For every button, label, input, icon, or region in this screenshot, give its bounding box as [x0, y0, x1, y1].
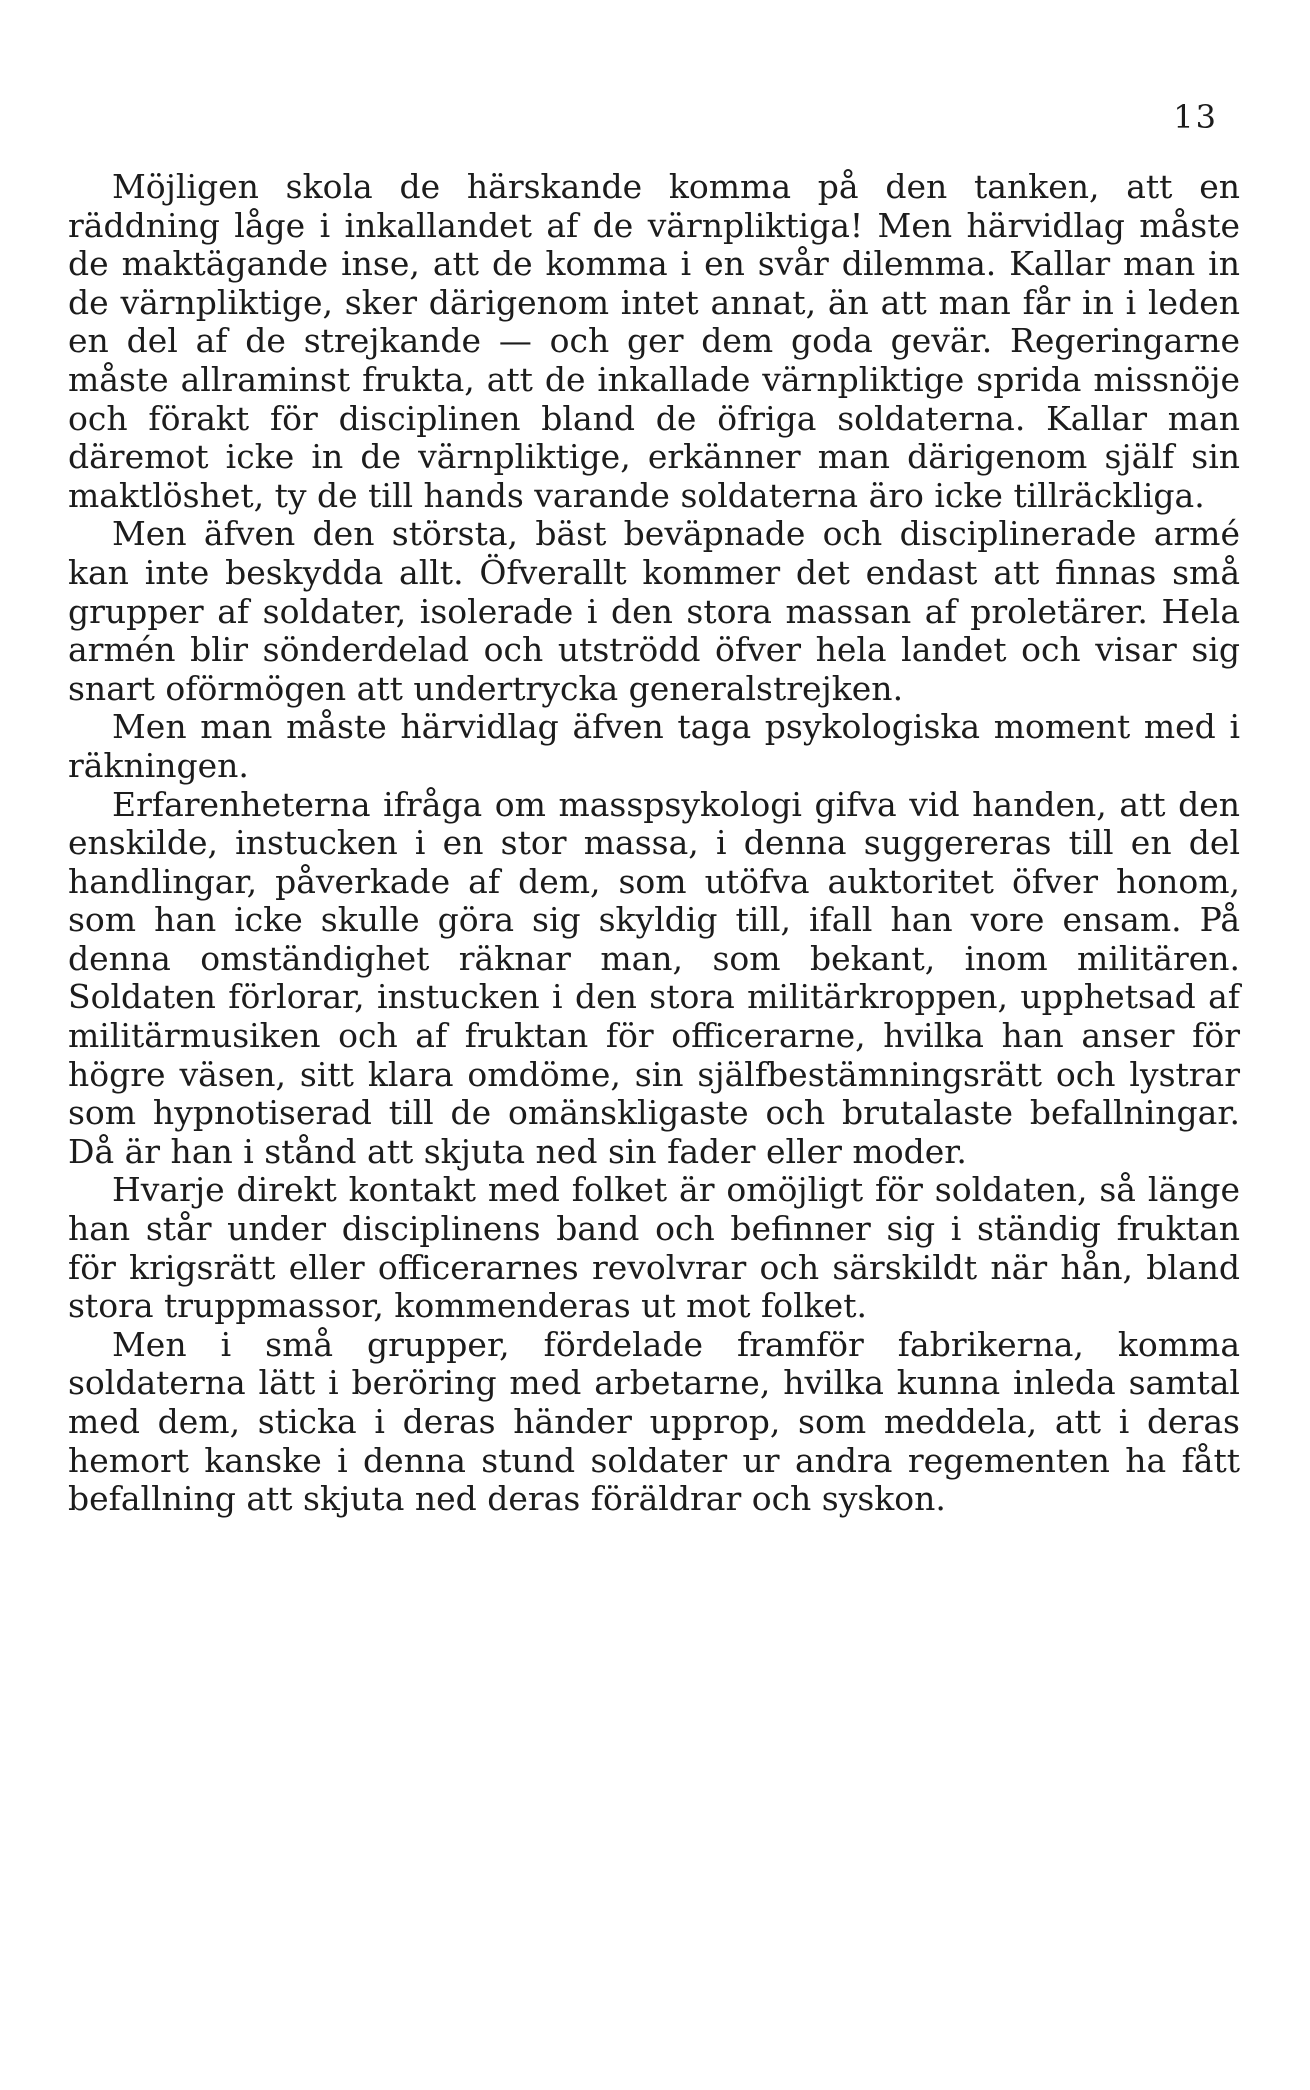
paragraph: Men man måste härvidlag äfven taga psykologiska moment med i räkningen. [68, 707, 1240, 785]
paragraph: Men i små grupper, fördelade framför fabrikerna, komma soldaterna lätt i beröring med arbetarne, hvilka kunna inleda samtal med dem, sticka i deras händer upprop, som meddela, att i deras hemort kanske i denna stund soldater ur andra regementen ha fått befallning att skjuta ned deras föräldrar och syskon. [68, 1324, 1240, 1519]
paragraph: Hvarje direkt kontakt med folket är omöjligt för soldaten, så länge han står under disciplinens band och befinner sig i ständig fruktan för krigsrätt eller officerarnes revolvrar och särskildt när hån, bland stora truppmassor, kommenderas ut mot folket. [68, 1170, 1240, 1326]
paragraph: Men äfven den största, bäst beväpnade och disciplinerade armé kan inte beskydda allt. Öfverallt kommer det endast att finnas små grupper af soldater, isolerade i den stora massan af proletärer. Hela armén blir sönderdelad och utströdd öfver hela landet och visar sig snart oförmögen att undertrycka generalstrejken. [68, 514, 1240, 708]
paragraph: Möjligen skola de härskande komma på den tanken, att en räddning låge i inkallandet af de värnpliktiga! Men härvidlag måste de maktägande inse, att de komma i en svår dilemma. Kallar man in de värnpliktige, sker därigenom intet annat, än att man får in i leden en del af de strejkande — och ger dem goda gevär. Regeringarne måste allraminst frukta, att de inkallade värnpliktige sprida missnöje och förakt för disciplinen bland de öfriga soldaterna. Kallar man däremot icke in de värnpliktige, erkänner man därigenom själf sin maktlöshet, ty de till hands varande soldaterna äro icke tillräckliga. [68, 167, 1240, 515]
paragraph: Erfarenheterna ifråga om masspsykologi gifva vid handen, att den enskilde, instucken i en stor massa, i denna suggereras till en del handlingar, påverkade af dem, som utöfva auktoritet öfver honom, som han icke skulle göra sig skyldig till, ifall han vore ensam. På denna omständighet räknar man, som bekant, inom militären. Soldaten förlorar, instucken i den stora militärkroppen, upphetsad af militärmusiken och af fruktan för officerarne, hvilka han anser för högre väsen, sitt klara omdöme, sin själfbestämningsrätt och lystrar som hypnotiserad till de omänskligaste och brutalaste befallningar. Då är han i stånd att skjuta ned sin fader eller moder. [68, 784, 1240, 1171]
page-number: 13 [1173, 98, 1218, 136]
body-text [68, 168, 1240, 1519]
